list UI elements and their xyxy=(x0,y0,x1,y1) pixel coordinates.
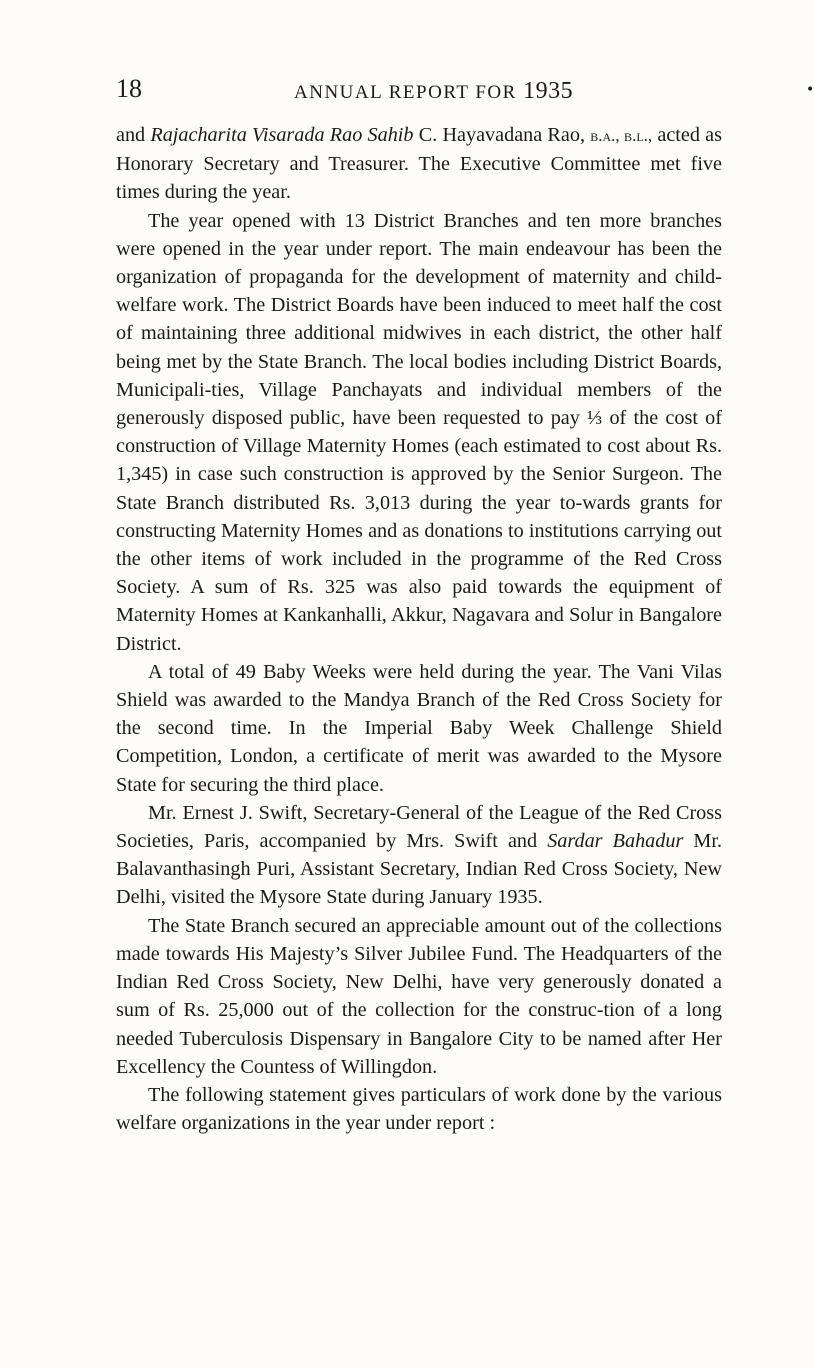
paragraph-segment: C. Hayavadana Rao, xyxy=(413,124,591,146)
paragraph-segment: and xyxy=(116,124,151,146)
paragraph xyxy=(116,1081,722,1137)
paragraph-segment: acted as Honorary Secretary and Treasurer. The Executive Committee met five times during the year. xyxy=(116,124,722,204)
body-text xyxy=(116,121,722,1137)
paragraph-segment: A total of 49 Baby Weeks were held during the year. The Vani Vilas Shield was awarded to the Mandya Branch of the Red Cross Society for the second time. In the Imperial Baby Week Challenge Shield Competition, London, a certificate of merit was awarded to the Mysore State for securing the third place. xyxy=(116,660,722,796)
page-number: 18 xyxy=(116,74,142,103)
paragraph-segment: Mr. Balavanthasingh Puri, Assistant Secretary, Indian Red Cross Society, New Delhi, visited the Mysore State during January 1935. xyxy=(116,830,723,909)
paragraph-segment: The following statement gives particulars of work done by the various welfare organizations in the year under report : xyxy=(116,1083,722,1135)
running-title-text: ANNUAL REPORT FOR xyxy=(294,82,517,103)
running-title xyxy=(294,78,573,105)
paragraph xyxy=(116,121,722,207)
running-title-year: 1935 xyxy=(523,78,574,104)
paragraph xyxy=(116,658,722,799)
paragraph-segment: Mr. Ernest J. Swift, Secretary-General of the League of the Red Cross Societies, Paris, accompanied by Mrs. Swift and xyxy=(116,801,722,853)
paragraph xyxy=(116,207,722,658)
margin-dot: • xyxy=(806,82,814,98)
paragraph xyxy=(116,912,722,1081)
paragraph-segment: The State Branch secured an appreciable amount out of the collections made towards His Majesty’s Silver Jubilee Fund. The Headquarters of the Indian Red Cross Society, New Delhi, have very generously donated a sum of Rs. 25,000 out of the collection for the construc-tion of a long needed Tuberculosis Dispensary in Bangalore City to be named after Her Excellency the Countess of Willingdon. xyxy=(116,914,722,1078)
paragraph-segment: Sardar Bahadur xyxy=(547,830,684,853)
paragraph-segment: b.a., b.l., xyxy=(590,126,653,145)
paragraph-segment: Rajacharita Visarada Rao Sahib xyxy=(150,124,414,146)
paragraph-segment: The year opened with 13 District Branches and ten more branches were opened in the year under report. The main endeavour has been the organization of propaganda for the development of maternity and child-welfare work. The District Boards have been induced to meet half the cost of maintaining three additional midwives in each district, the other half being met by the State Branch. The local bodies including District Boards, Municipali-ties, Village Panchayats and individual members of the generously disposed public, have been requested to pay ⅓ of the cost of construction of Village Maternity Homes (each estimated to cost about Rs. 1,345) in case such construction is approved by the Senior Surgeon. The State Branch distributed Rs. 3,013 during the year to-wards grants for constructing Maternity Homes and as donations to institutions carrying out the other items of work included in the programme of the Red Cross Society. A sum of Rs. 325 was also paid towards the equipment of Maternity Homes at Kankanhalli, Akkur, Nagavara and Solur in Bangalore District. xyxy=(116,209,722,655)
page-header xyxy=(116,74,814,110)
paragraph xyxy=(116,799,722,912)
